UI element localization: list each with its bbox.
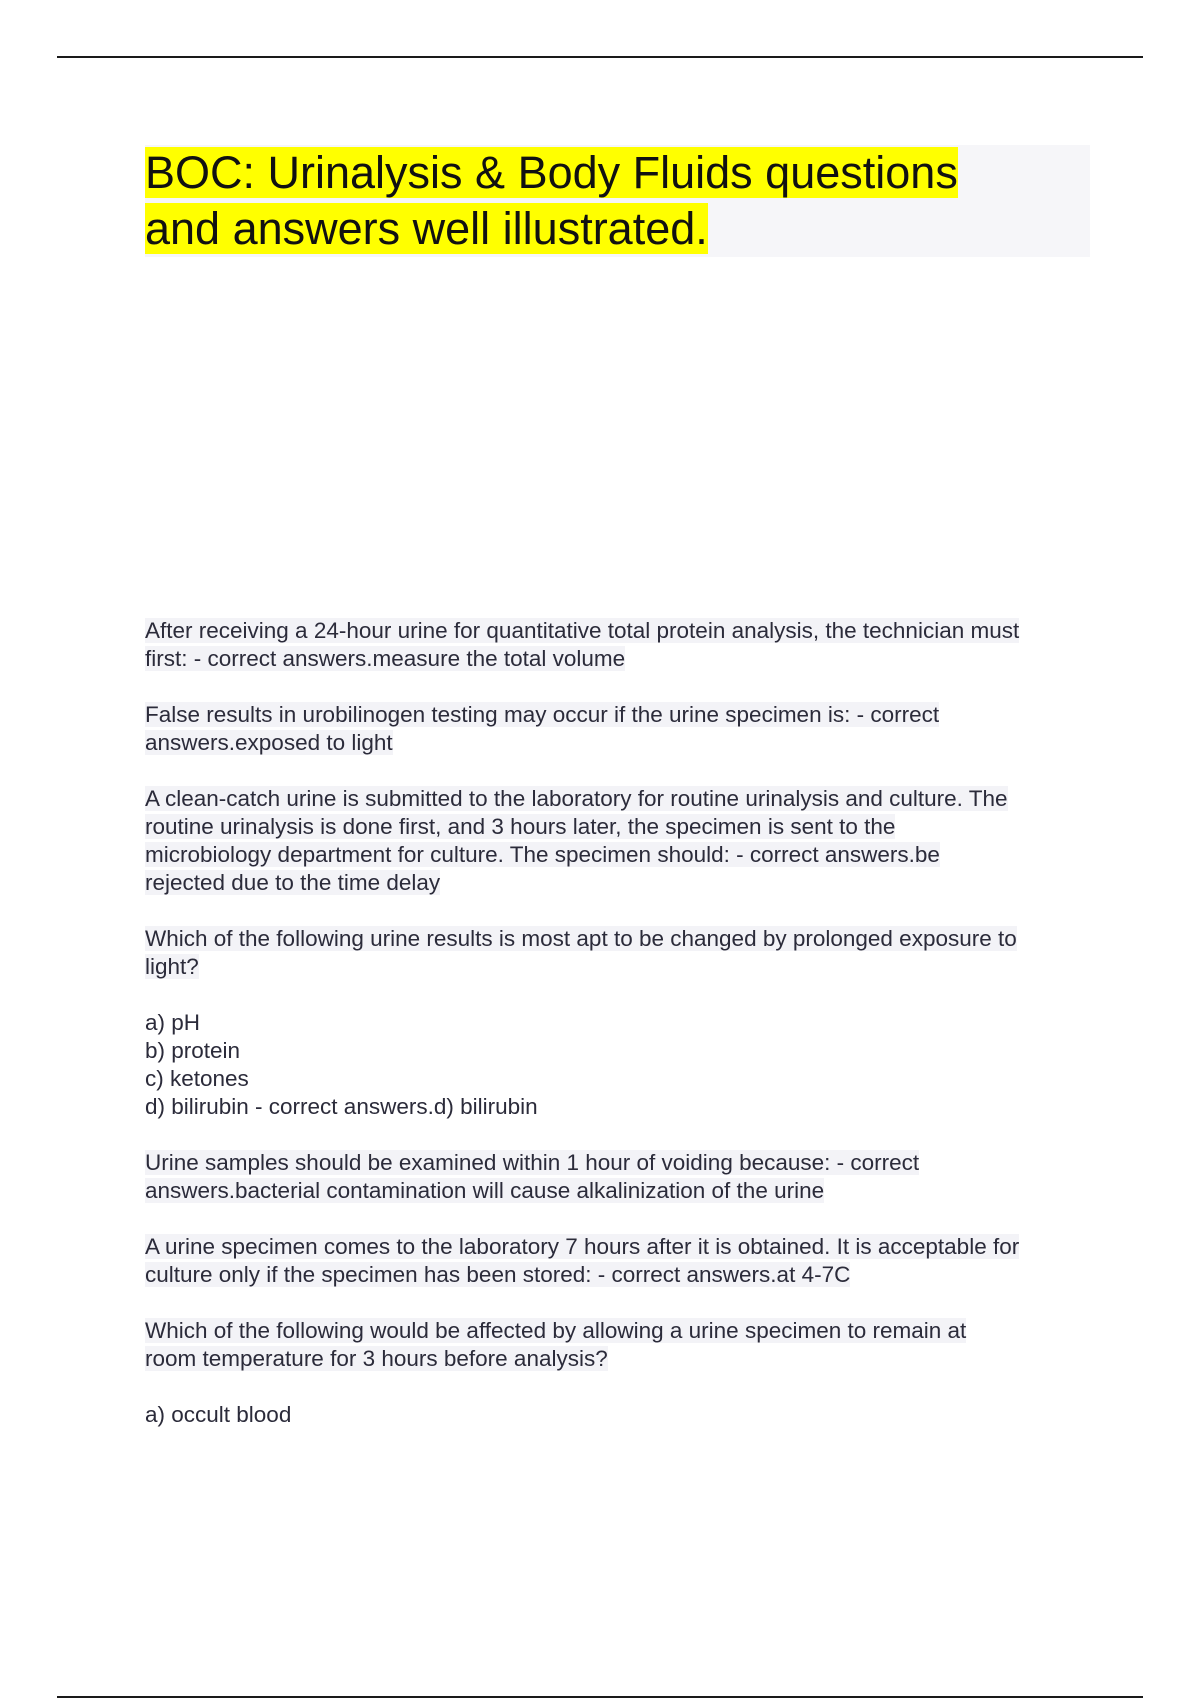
page-title [145,145,1090,257]
question-line: routine urinalysis is done first, and 3 hours later, the specimen is sent to the [145,814,896,839]
option-item: a) pH [145,1010,201,1035]
question-line: Urine samples should be examined within 1 hour of voiding because: - correct [145,1150,920,1175]
title-line-1: BOC: Urinalysis & Body Fluids questions [145,147,958,198]
question-line: A clean-catch urine is submitted to the laboratory for routine urinalysis and culture. The [145,786,1008,811]
question-7-options [145,1401,1095,1429]
question-list [145,617,1095,1457]
option-item: b) protein [145,1038,241,1063]
title-block [145,145,1090,257]
bottom-rule [57,1696,1143,1698]
question-1 [145,617,1095,673]
title-line-2: and answers well illustrated. [145,203,708,254]
question-line: first: - correct answers.measure the total volume [145,646,626,671]
option-item: d) bilirubin - correct answers.d) bilirubin [145,1094,538,1119]
question-line: microbiology department for culture. The specimen should: - correct answers.be [145,842,940,867]
question-line: After receiving a 24-hour urine for quantitative total protein analysis, the technician must [145,618,1020,643]
question-line: rejected due to the time delay [145,870,441,895]
question-line: answers.bacterial contamination will cause alkalinization of the urine [145,1178,825,1203]
question-5 [145,1149,1095,1205]
question-4-options [145,1009,1095,1121]
question-2 [145,701,1095,757]
question-3 [145,785,1095,897]
question-7 [145,1317,1095,1373]
question-4 [145,925,1095,981]
question-line: light? [145,954,199,979]
question-line: answers.exposed to light [145,730,393,755]
question-line: A urine specimen comes to the laboratory 7 hours after it is obtained. It is acceptable for [145,1234,1020,1259]
question-line: False results in urobilinogen testing may occur if the urine specimen is: - correct [145,702,940,727]
top-rule [57,56,1143,58]
question-line: room temperature for 3 hours before analysis? [145,1346,608,1371]
question-6 [145,1233,1095,1289]
option-item: c) ketones [145,1066,249,1091]
option-item: a) occult blood [145,1402,292,1427]
question-line: Which of the following would be affected by allowing a urine specimen to remain at [145,1318,967,1343]
question-line: culture only if the specimen has been stored: - correct answers.at 4-7C [145,1262,851,1287]
question-line: Which of the following urine results is most apt to be changed by prolonged exposure to [145,926,1017,951]
